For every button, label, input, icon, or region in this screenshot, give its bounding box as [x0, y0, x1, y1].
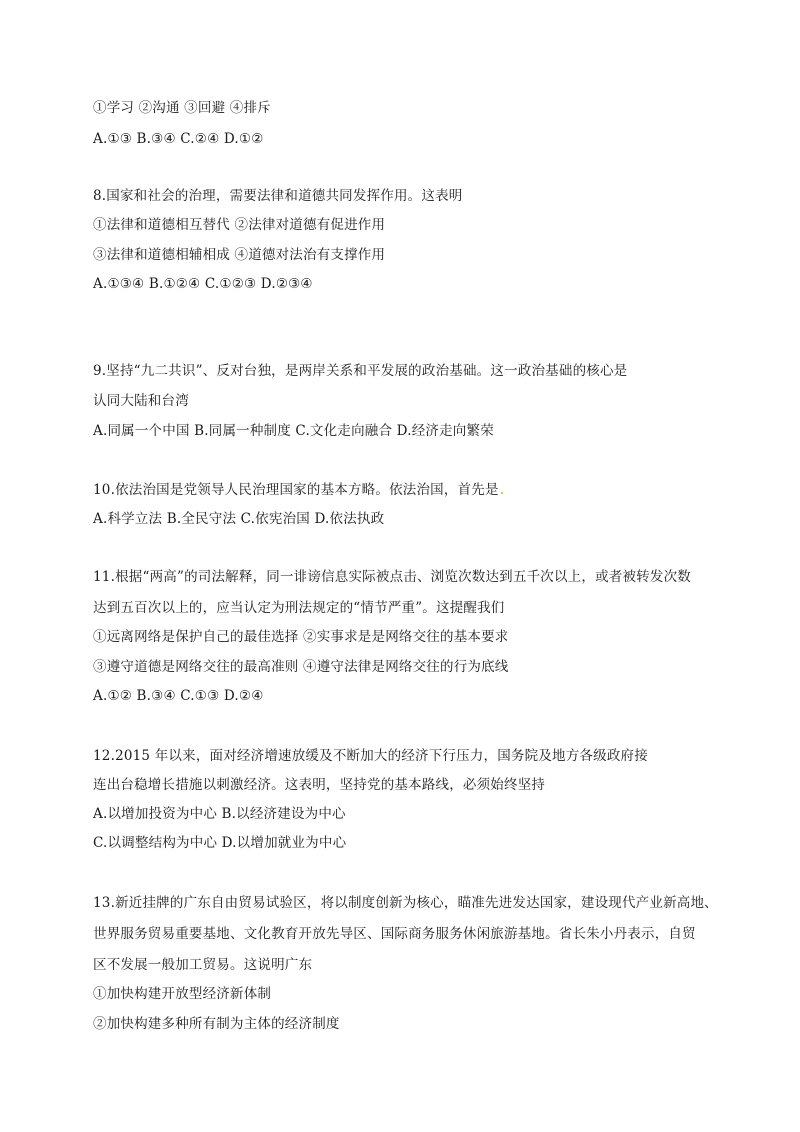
yellow-dot-mark [501, 492, 503, 494]
q8-options-1: ①法律和道德相互替代 ②法律对道德有促进作用 [93, 217, 386, 233]
q7-answers: A.①③ B.③④ C.②④ D.①② [93, 131, 264, 147]
q8-stem: 8.国家和社会的治理，需要法律和道德共同发挥作用。这表明 [93, 188, 463, 204]
q10-stem [93, 481, 503, 499]
q10-answers: A.科学立法 B.全民守法 C.依宪治国 D.依法执政 [93, 511, 385, 527]
q11-options-2: ③遵守道德是网络交往的最高准则 ④遵守法律是网络交往的行为底线 [93, 659, 509, 675]
q13-options-2: ②加快构建多种所有制为主体的经济制度 [93, 1016, 340, 1032]
q11-answers: A.①② B.③④ C.①③ D.②④ [93, 688, 264, 704]
q11-stem-line-2: 达到五百次以上的，应当认定为刑法规定的“情节严重”。这提醒我们 [93, 600, 505, 616]
q10-stem-text: 10.依法治国是党领导人民治理国家的基本方略。依法治国，首先是 [93, 482, 499, 498]
q9-stem-line-2: 认同大陆和台湾 [93, 393, 189, 409]
q13-stem-line-3: 区不发展一般加工贸易。这说明广东 [93, 957, 313, 973]
q8-options-2: ③法律和道德相辅相成 ④道德对法治有支撑作用 [93, 247, 386, 263]
q7-options: ①学习 ②沟通 ③回避 ④排斥 [93, 100, 271, 116]
q12-answers-2: C.以调整结构为中心 D.以增加就业为中心 [93, 835, 347, 851]
q13-stem-line-2: 世界服务贸易重要基地、文化教育开放先导区、国际商务服务休闲旅游基地。省长朱小丹表示，自贸 [93, 926, 696, 942]
q12-answers-1: A.以增加投资为中心 B.以经济建设为中心 [93, 806, 346, 822]
q12-stem-line-2: 连出台稳增长措施以刺激经济。这表明，坚持党的基本路线，必须始终坚持 [93, 777, 546, 793]
q11-options-1: ①远离网络是保护自己的最佳选择 ②实事求是是网络交往的基本要求 [93, 629, 509, 645]
q9-stem-line-1: 9.坚持“九二共识”、反对台独，是两岸关系和平发展的政治基础。这一政治基础的核心是 [93, 363, 628, 379]
q13-stem-line-1: 13.新近挂牌的广东自由贸易试验区，将以制度创新为核心，瞄准先进发达国家，建设现代产业新高地、 [93, 895, 718, 911]
q13-options-1: ①加快构建开放型经济新体制 [93, 986, 272, 1002]
q11-stem-line-1: 11.根据“两高”的司法解释，同一诽谤信息实际被点击、浏览次数达到五千次以上，或者被转发次数 [93, 569, 691, 585]
q8-answers: A.①③④ B.①②④ C.①②③ D.②③④ [93, 276, 313, 292]
q9-answers: A.同属一个中国 B.同属一种制度 C.文化走向融合 D.经济走向繁荣 [93, 423, 494, 439]
q12-stem-line-1: 12.2015 年以来，面对经济增速放缓及不断加大的经济下行压力，国务院及地方各级政府接 [93, 748, 648, 764]
